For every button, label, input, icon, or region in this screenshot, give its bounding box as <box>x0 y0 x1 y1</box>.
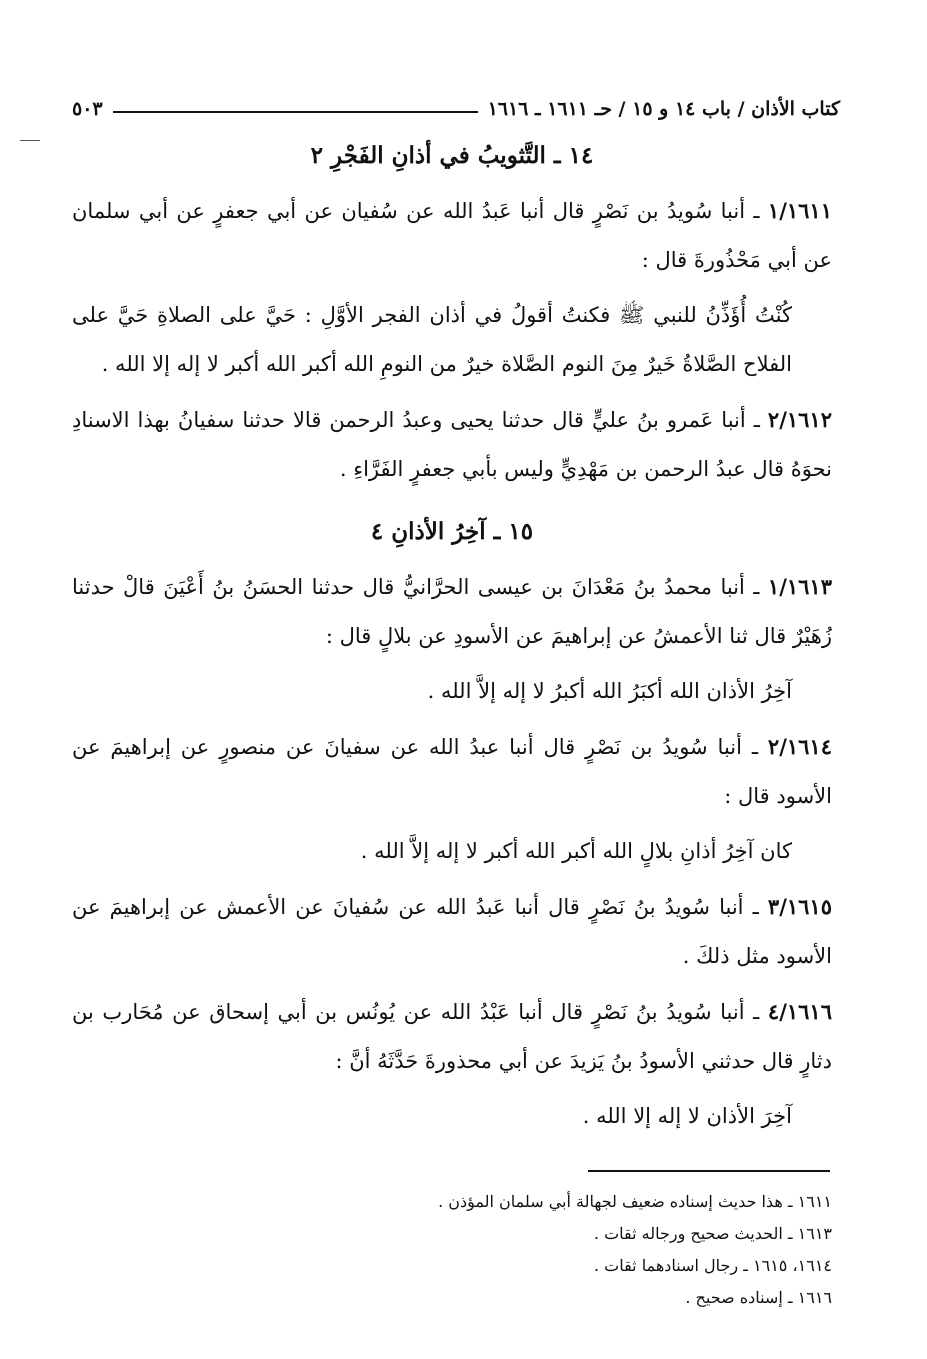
footnote-1611: ١٦١١ ـ هذا حديث إسناده ضعيف لجهالة أبي سلمان المؤذن . <box>438 1192 832 1211</box>
hadith-1615 <box>72 882 832 981</box>
hadith-number: ٣/١٦١٥ <box>767 894 832 919</box>
page-header <box>72 86 840 120</box>
hadith-text: ـ أنبا سُويدُ بنُ نَصْرٍ قال أنبا عَبدُ الله عن سُفيانَ عن الأعمش عن إبراهيمَ عن الأسود مثل ذلكَ . <box>72 895 832 968</box>
main-text <box>72 132 832 1141</box>
hadith-1612 <box>72 395 832 494</box>
hadith-1614-matn: كان آخِرُ أذانِ بلالٍ الله أكبر الله أكبر لا إله إلاَّ الله . <box>360 839 792 863</box>
chapter-heading-15: ١٥ ـ آخِرُ الأذانِ ٤ <box>370 518 534 545</box>
hadith-text: ـ أنبا سُويدُ بن نَصْرٍ قال أنبا عبدُ الله عن سفيانَ عن منصورٍ عن إبراهيمَ عن الأسود قال : <box>72 735 832 808</box>
chapter-heading-14: ١٤ ـ التَّثويبُ في أذانِ الفَجْرِ ٢ <box>310 142 594 169</box>
hadith-1611 <box>72 186 832 285</box>
running-title: كتاب الأذان / باب ١٤ و ١٥ / حـ ١٦١١ ـ ١٦١٦ <box>487 98 840 120</box>
hadith-number: ٤/١٦١٦ <box>767 999 832 1024</box>
footnote-rule <box>588 1170 830 1172</box>
hadith-text: ـ أنبا سُويدُ بنُ نَصْرٍ قال أنبا عَبْدُ الله عن يُونُس بن أبي إسحاق عن مُحَارب بن دثارٍ قال حدثني الأسودُ بنُ يَزيدَ عن أبي محذورةَ حَدَّثَهُ أنَّ : <box>72 1000 832 1073</box>
footnote-1614-1615: ١٦١٤، ١٦١٥ ـ رجال اسنادهما ثقات . <box>593 1256 832 1275</box>
header-rule <box>113 111 478 113</box>
hadith-text: ـ أنبا سُويدُ بن نَصْرٍ قال أنبا عَبدُ الله عن سُفيان عن أبي جعفرٍ عن أبي سلمان عن أبي مَحْذُورةَ قال : <box>72 199 832 272</box>
margin-mark <box>20 140 40 141</box>
hadith-text: ـ أنبا عَمرو بنُ عليٍّ قال حدثنا يحيى وعبدُ الرحمن قالا حدثنا سفيانُ بهذا الاسنادِ نحوَهُ قال عبدُ الرحمن بن مَهْدِيٍّ وليس بأبي جعفرٍ الفَرَّاءِ . <box>72 408 832 481</box>
page-number: ٥٠٣ <box>72 98 103 120</box>
hadith-1613 <box>72 562 832 661</box>
footnote-1613: ١٦١٣ ـ الحديث صحيح ورجاله ثقات . <box>593 1224 832 1243</box>
hadith-1613-matn: آخِرُ الأذان الله أكبَرُ الله أكبرُ لا إله إلاَّ الله . <box>427 679 792 703</box>
hadith-number: ٢/١٦١٢ <box>767 407 832 432</box>
footnote-1616: ١٦١٦ ـ إسناده صحيح . <box>685 1288 832 1307</box>
hadith-1611-matn: كُنْتُ أُؤَذِّنُ للنبي ﷺ فكنتُ أقولُ في أذان الفجر الأوَّلِ : حَيَّ على الصلاةِ حَيَّ على الفلاح الصَّلاةُ خَيرٌ مِنَ النوم الصَّلاة خيرٌ من النومِ الله أكبر الله أكبر لا إله إلا الله . <box>72 303 792 376</box>
hadith-1616 <box>72 987 832 1086</box>
hadith-1616-matn: آخِرَ الأذان لا إله إلا الله . <box>582 1104 792 1128</box>
hadith-1614 <box>72 722 832 821</box>
hadith-number: ١/١٦١٣ <box>767 574 832 599</box>
hadith-number: ١/١٦١١ <box>767 198 832 223</box>
hadith-number: ٢/١٦١٤ <box>767 734 832 759</box>
hadith-text: ـ أنبا محمدُ بنُ مَعْدَانَ بن عيسى الحرَّانيُّ قال حدثنا الحسَنُ بنُ أَعْيَنَ قالْ حدثنا زُهَيْرٌ قال ثنا الأعمشُ عن إبراهيمَ عن الأسودِ عن بلالٍ قال : <box>72 575 832 648</box>
footnotes <box>72 1186 832 1314</box>
